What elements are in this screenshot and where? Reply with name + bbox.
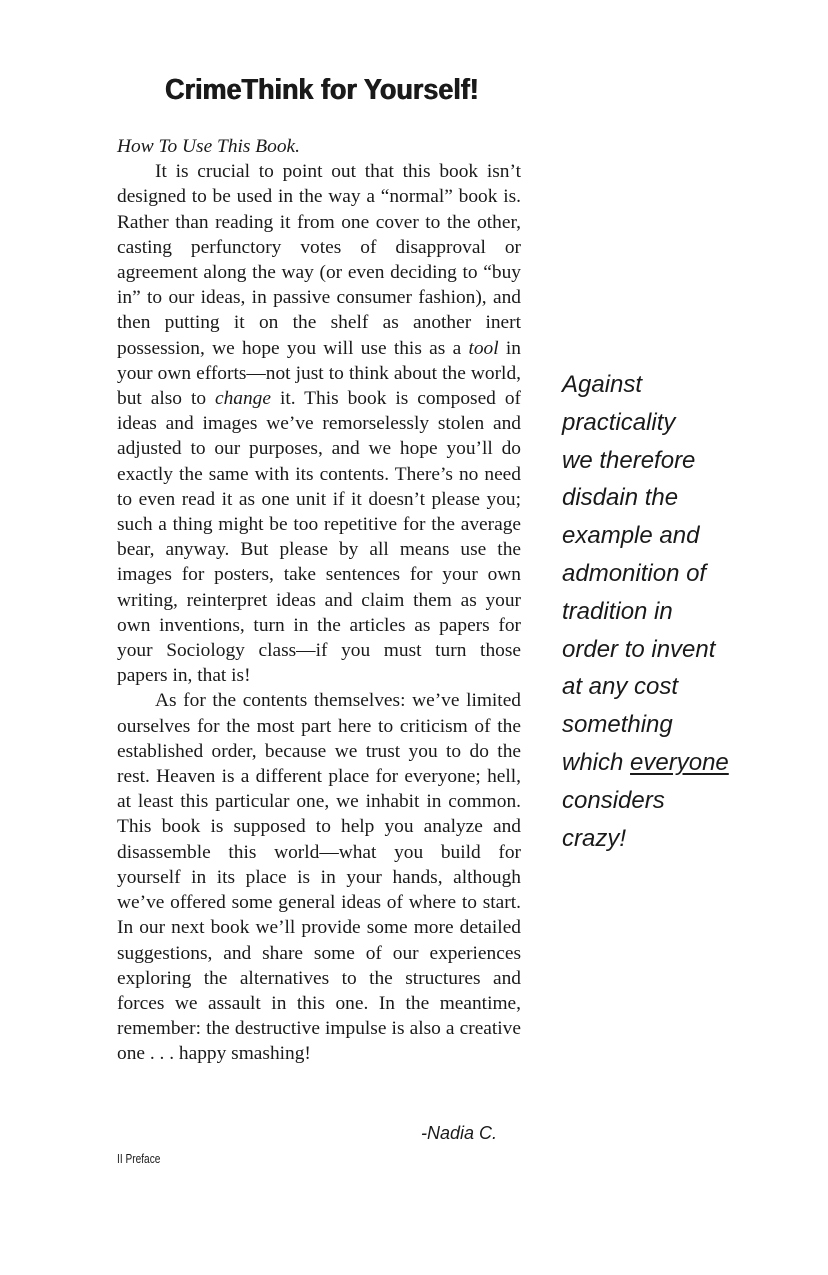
pull-quote-line: admonition of bbox=[562, 559, 707, 587]
section-heading: How To Use This Book. bbox=[117, 136, 300, 157]
paragraph-2: As for the contents themselves: we’ve limited ourselves for the most part here to criticism of the established order, because we trust you to do the rest. Heaven is a different place for everyone; hell, at least this particular one, we inhabit in common. This book is supposed to help you analyze and disassemble this world—what you build for yourself in its place is in your hands, although we’ve offered some general ideas of where to start. In our next book we’ll provide some more detailed suggestions, and share some of our experiences exploring the alternatives to the structures and forces we assault in this one. In the meantime, remember: the destructive impulse is also a creative one . . . happy smashing! bbox=[117, 690, 521, 1065]
signature: -Nadia C. bbox=[421, 1123, 498, 1143]
body-text bbox=[117, 134, 521, 1067]
page-title: CrimeThink for Yourself! bbox=[165, 74, 479, 106]
pull-quote-line: example and bbox=[562, 522, 700, 550]
pull-quote-text: which bbox=[562, 748, 631, 776]
paragraph-1-text-b: in your own efforts—not just to think about the world, but also to bbox=[117, 337, 521, 410]
pull-quote-line: at any cost bbox=[562, 673, 679, 701]
paragraph-1-text-a: It is crucial to point out that this book isn’t designed to be used in the way a “normal” book is. Rather than reading it from one cover to the other, casting perfunctory votes of disapproval or agreement along the way (or even deciding to “buy in” to our ideas, in passive consumer fashion), and then putting it on the shelf as another inert possession, we hope you will use this as a bbox=[117, 161, 521, 359]
pull-quote-line: we therefore bbox=[562, 446, 696, 474]
pull-quote-line: order to invent bbox=[562, 635, 716, 663]
underlined-word-everyone: everyone bbox=[630, 748, 729, 776]
pull-quote-line: something bbox=[562, 711, 673, 739]
paragraph-1-text-c: it. This book is composed of ideas and images we’ve remorselessly stolen and adjusted to our purposes, and we hope you’ll do exactly the same with its contents. There’s no need to even read it as one unit if it doesn’t please you; such a thing might be too repetitive for the average bear, anyway. But please by all means use the images for posters, take sentences for your own writing, reinterpret ideas and claim them as your own inventions, turn in the articles as papers for your Sociology class—if you must turn those papers in, that is! bbox=[117, 388, 521, 687]
pull-quote-line: Against bbox=[562, 371, 643, 398]
pull-quote-line: crazy! bbox=[562, 824, 627, 852]
pull-quote-line: practicality bbox=[562, 408, 676, 436]
pull-quote-line: tradition in bbox=[562, 597, 673, 625]
pull-quote-line: considers bbox=[562, 786, 665, 814]
paragraph-1 bbox=[117, 159, 521, 688]
pull-quote-line bbox=[562, 744, 782, 782]
emphasis-change: change bbox=[214, 388, 271, 410]
emphasis-tool: tool bbox=[468, 337, 499, 359]
page-footer: II Preface bbox=[117, 1151, 161, 1166]
pull-quote-line: disdain the bbox=[562, 484, 679, 512]
pull-quote bbox=[562, 366, 782, 857]
